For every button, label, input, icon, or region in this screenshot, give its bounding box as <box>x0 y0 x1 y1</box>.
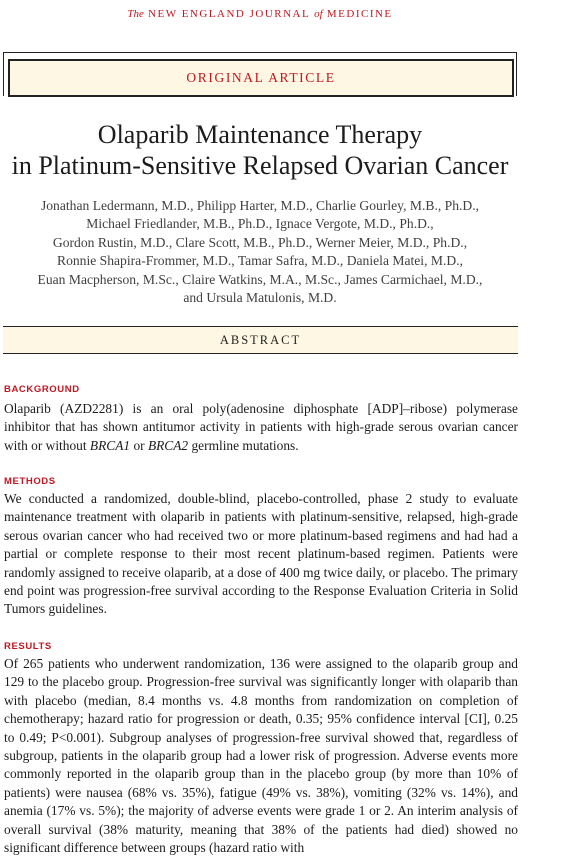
background-text-b: or <box>130 437 148 453</box>
journal-masthead <box>0 8 520 20</box>
journal-of: of <box>314 8 323 20</box>
methods-text: We conducted a randomized, double-blind, placebo-controlled, phase 2 study to evaluate maintenance treatment with olaparib in patients with platinum-sensitive, relapsed, high-grade serous ovarian cancer who had received two or more platinum-based regimens and had had a partial or complete response to their most recent platinum-based regimen. Patients were randomly assigned to receive olaparib, at a dose of 400 mg twice daily, or placebo. The primary end point was progression-free survival according to the Response Evaluation Criteria in Solid Tumors guidelines. <box>4 491 518 617</box>
author-line: Euan Macpherson, M.Sc., Claire Watkins, M.A., M.Sc., James Carmichael, M.D., <box>37 271 483 287</box>
gene-brca1: BRCA1 <box>89 437 131 453</box>
article-type-box <box>8 59 514 97</box>
results-text: Of 265 patients who underwent randomization, 136 were assigned to the olaparib group and 129 to the placebo group. Progression-free survival was significantly longer with olaparib than with placebo (median, 8.4 months vs. 4.8 months from randomization on completion of chemotherapy; hazard ratio for progression or death, 0.35; 95% confidence interval [CI], 0.25 to 0.49; P<0.001). Subgroup analyses of progression-free survival showed that, regardless of subgroup, patients in the olaparib group had a lower risk of progression. Adverse events more commonly reported in the olaparib group than in the placebo group (by more than 10% of patients) were nausea (68% vs. 35%), fatigue (49% vs. 38%), vomiting (32% vs. 14%), and anemia (17% vs. 5%); the majority of adverse events were grade 1 or 2. An interim analysis of overall survival (38% maturity, meaning that 38% of the patients had died) showed no significant difference between groups (hazard ratio with <box>4 656 518 856</box>
title-line-2: in Platinum-Sensitive Relapsed Ovarian Cancer <box>11 151 509 180</box>
journal-name-a: NEW ENGLAND JOURNAL <box>148 8 310 20</box>
author-line: Michael Friedlander, M.B., Ph.D., Ignace Vergote, M.D., Ph.D., <box>86 216 434 232</box>
background-text-a: Olaparib (AZD2281) is an oral poly(adenosine diphosphate [ADP]–ribose) polymerase inhibitor that has shown antitumor activity in patients with high-grade serous ovarian cancer with or without <box>4 401 518 453</box>
abstract-heading-band <box>3 327 518 354</box>
article-title <box>0 119 520 181</box>
abstract-label: ABSTRACT <box>219 332 302 347</box>
author-line: Gordon Rustin, M.D., Clare Scott, M.B., Ph.D., Werner Meier, M.D., Ph.D., <box>52 234 468 250</box>
author-line: Jonathan Ledermann, M.D., Philipp Harter, M.D., Charlie Gourley, M.B., Ph.D., <box>40 198 480 213</box>
author-list <box>0 197 520 307</box>
article-type: ORIGINAL ARTICLE <box>186 70 336 85</box>
gene-brca2: BRCA2 <box>147 437 189 453</box>
journal-name-b: MEDICINE <box>326 8 393 20</box>
title-line-1: Olaparib Maintenance Therapy <box>97 120 423 149</box>
background-heading: BACKGROUND <box>4 384 80 395</box>
methods-heading: METHODS <box>4 476 56 487</box>
author-line: and Ursula Matulonis, M.D. <box>183 290 337 306</box>
journal-prefix: The <box>127 8 144 20</box>
background-text-c: germline mutations. <box>188 437 299 453</box>
author-line: Ronnie Shapira-Frommer, M.D., Tamar Safra, M.D., Daniela Matei, M.D., <box>57 253 463 269</box>
background-text <box>4 400 518 455</box>
results-heading: RESULTS <box>4 641 52 652</box>
